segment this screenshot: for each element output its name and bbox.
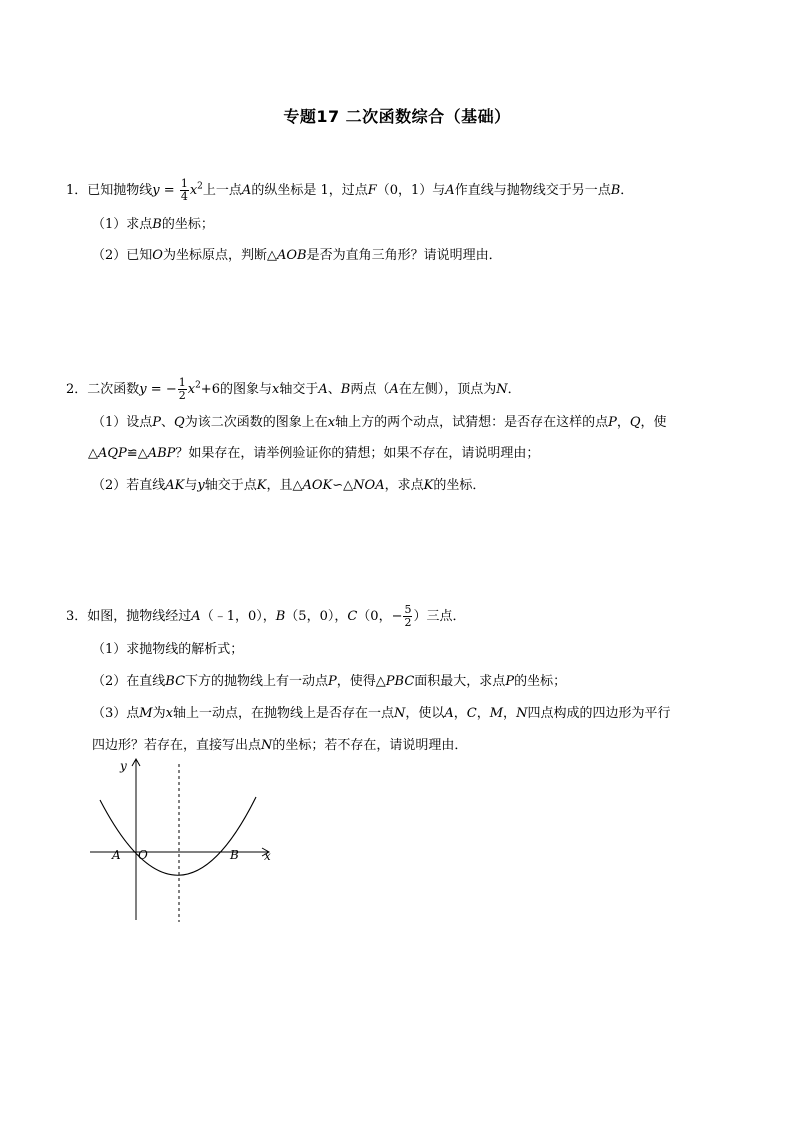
question-2-stem: 2．二次函数y = − $\frac{1}{2}$ $x^2+6$的图象与x轴交于A、B两点（A在左侧），顶点为N． [66,376,521,402]
fraction: $\frac{1}{2}$ [178,376,186,402]
origin-label: O [138,848,148,862]
question-3-part-2: （2）在直线BC下方的抛物线上有一动点P，使得△PBC面积最大，求点P的坐标； [92,674,567,689]
question-number: 3． [66,609,88,624]
fraction: $\frac{5}{2}$ [404,603,412,629]
question-3-part-3-cont: 四边形？若存在，直接写出点N的坐标；若不存在，请说明理由． [92,738,468,753]
parabola-curve [100,797,256,875]
parabola-figure [88,752,278,924]
fraction: $\frac{1}{4}$ [180,177,188,203]
question-number: 2． [66,382,88,397]
question-1-stem: 1．已知抛物线y = $\frac{1}{4}$ $x^2$上一点A的纵坐标是 1，过点F（0，1）与A作直线与抛物线交于另一点B． [66,177,634,203]
x-axis-label: x [264,849,271,863]
question-1-part-2: （2）已知O为坐标原点，判断△AOB是否为直角三角形？请说明理由． [92,248,502,263]
point-a-label: A [112,848,121,862]
y-axis-label: y [120,759,127,773]
page-title: 专题17 二次函数综合（基础） [283,107,511,126]
question-3-part-1: （1）求抛物线的解析式； [92,642,244,657]
question-2-part-2: （2）若直线AK与y轴交于点K，且△AOK∽△NOA，求点K的坐标． [92,478,486,493]
question-number: 1． [66,183,88,198]
question-3-stem: 3．如图，抛物线经过A（﹣1，0），B（5，0），C（0，− $\frac{5}{2}$ ）三点． [66,603,466,629]
point-b-label: B [230,848,239,862]
question-1-part-1: （1）求点B的坐标； [92,217,214,232]
question-2-part-1-cont: △AQP≌△ABP？如果存在，请举例验证你的猜想；如果不存在，请说明理由； [88,446,540,461]
question-2-part-1: （1）设点P、Q为该二次函数的图象上在x轴上方的两个动点，试猜想：是否存在这样的点P，Q，使 [92,415,667,430]
question-3-part-3: （3）点M为x轴上一动点，在抛物线上是否存在一点N，使以A，C，M，N四点构成的四边形为平行 [92,706,671,721]
